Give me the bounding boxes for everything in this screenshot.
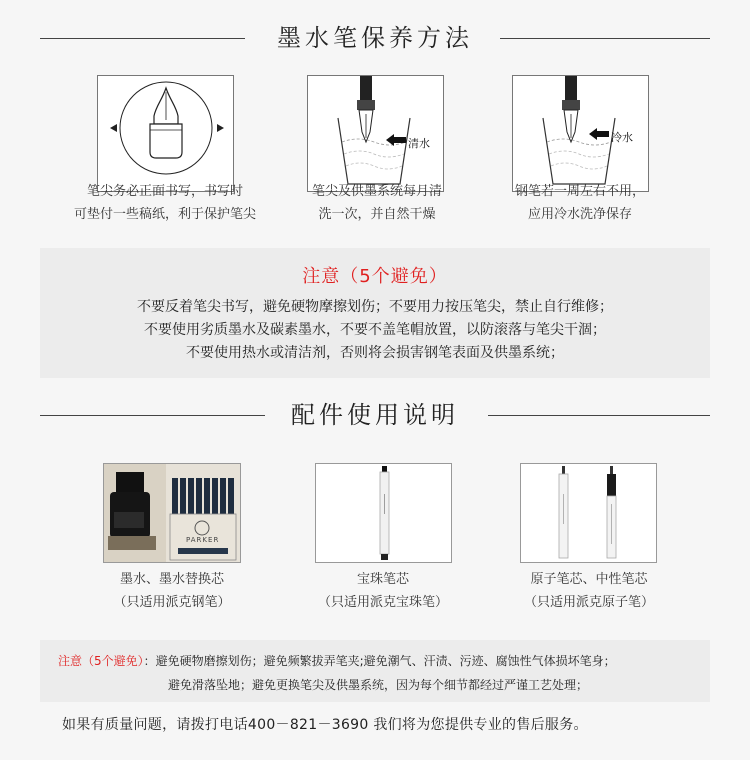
notice-line-2: 不要使用劣质墨水及碳素墨水，不要不盖笔帽放置，以防滚落与笔尖干涸； xyxy=(144,322,606,338)
accessory-image-rollerball-refill xyxy=(315,463,452,563)
care-caption-3: 钢笔若一周左右不用， 应用冷水洗净保存 xyxy=(514,184,645,222)
accessory-notice-line-1: ：避免硬物磨擦划伤；避免频繁拔弄笔夹;避免潮气、汗渍、污迹、腐蚀性气体损坏笔身； xyxy=(143,654,616,668)
care-image-cold-water xyxy=(512,75,649,192)
cold-water-label: 冷水 xyxy=(611,131,633,144)
care-section-title: 墨水笔保养方法 xyxy=(277,24,473,52)
notice-line-3: 不要使用热水或清洁剂，否则将会损害钢笔表面及供墨系统； xyxy=(186,345,564,361)
accessory-caption-ballpoint: 原子笔芯、中性笔芯 （只适用派克原子笔） xyxy=(523,572,654,610)
care-image-nib-direction xyxy=(97,75,234,192)
accessory-notice-label: 注意（5个避免） xyxy=(58,654,144,668)
care-caption-1: 笔尖务必正面书写，书写时 可垫付一些稿纸，利于保护笔尖 xyxy=(73,184,256,222)
notice-line-1: 不要反着笔尖书写，避免硬物摩擦划伤；不要用力按压笔尖，禁止自行维修； xyxy=(137,299,613,315)
notice-title: 注意（5个避免） xyxy=(302,266,448,287)
service-hotline: 如果有质量问题，请拨打电话400－821－3690 我们将为您提供专业的售后服务。 xyxy=(62,717,588,733)
accessories-section-header xyxy=(0,395,750,435)
clean-water-label: 清水 xyxy=(408,137,430,150)
accessories-section-title: 配件使用说明 xyxy=(291,401,459,429)
accessory-notice-panel xyxy=(40,640,710,702)
accessory-caption-rollerball: 宝珠笔芯 （只适用派克宝珠笔） xyxy=(317,572,448,610)
accessory-image-ink xyxy=(103,463,241,563)
care-caption-2: 笔尖及供墨系统每月清 洗一次，并自然干燥 xyxy=(311,184,442,222)
accessory-notice-line-2: 避免滑落坠地；避免更换笔尖及供墨系统，因为每个细节都经过严谨工艺处理； xyxy=(168,678,589,692)
header-divider-right xyxy=(488,415,710,416)
header-divider-right xyxy=(500,38,710,39)
accessory-notice-row-1 xyxy=(58,652,616,669)
accessory-image-ballpoint-refills xyxy=(520,463,657,563)
care-image-clean-water xyxy=(307,75,444,192)
accessory-caption-ink: 墨水、墨水替换芯 （只适用派克钢笔） xyxy=(113,572,231,610)
notice-panel xyxy=(40,248,710,378)
ink-box-brand-text: PARKER xyxy=(186,536,220,544)
care-section-header xyxy=(0,18,750,58)
